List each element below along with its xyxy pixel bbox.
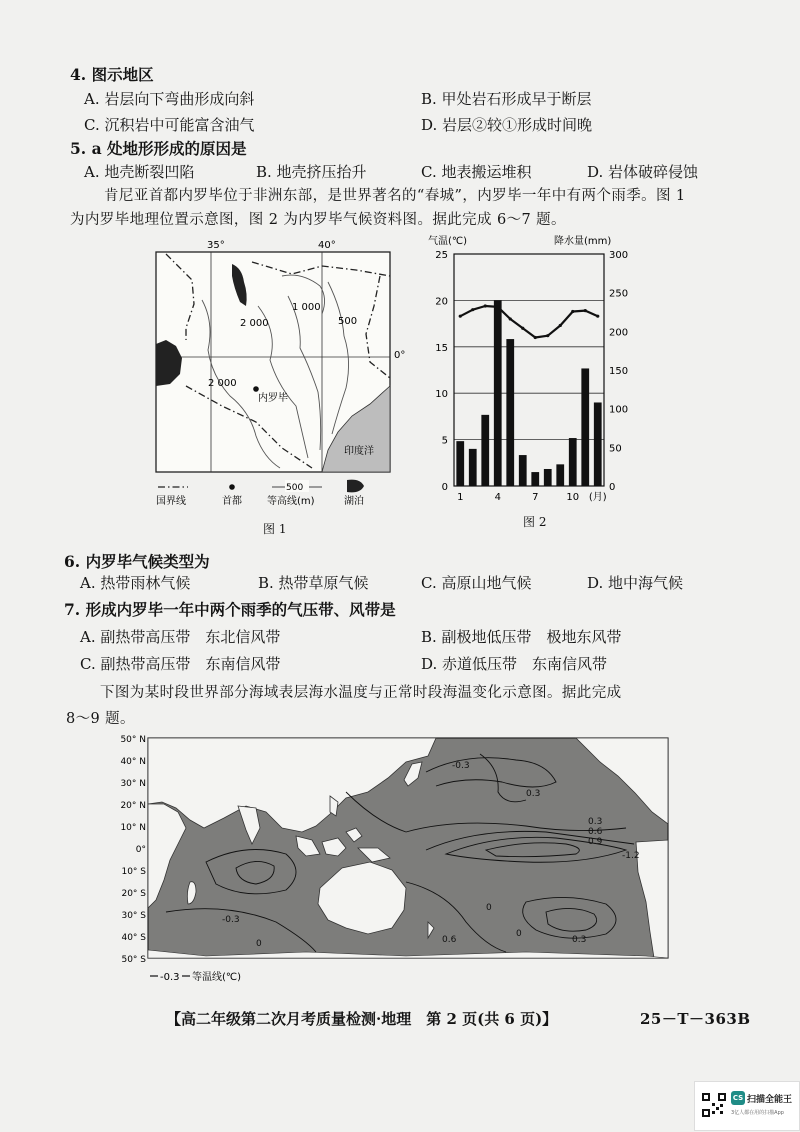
precip-bar	[556, 464, 564, 486]
q5-option-b: B. 地壳挤压抬升	[256, 163, 367, 181]
latitude-label: 20° S	[121, 889, 146, 899]
legend-capital-label: 首都	[222, 496, 242, 507]
contour-label: -0.3	[222, 915, 240, 925]
scanner-tagline: 3亿人都在用的扫描App	[731, 1110, 784, 1116]
legend-contour-label: 等高线(m)	[267, 496, 315, 507]
month-tick-label: 4	[494, 492, 501, 503]
temperature-point	[559, 324, 562, 327]
latitude-label: 0°	[135, 845, 146, 855]
latitude-label: 40° S	[121, 933, 146, 943]
intro-paragraph-line1: 肯尼亚首都内罗毕位于非洲东部，是世界著名的“春城”，内罗毕一年中有两个雨季。图 1	[104, 188, 686, 204]
intro2-paragraph-line1: 下图为某时段世界部分海域表层海水温度与正常时段海温变化示意图。据此完成	[100, 685, 622, 701]
precip-bar	[494, 300, 502, 486]
temperature-point	[484, 304, 487, 307]
question-5-stem: 5. a 处地形形成的原因是	[70, 139, 247, 158]
figure-1-map	[152, 236, 406, 522]
contour-label: 0.6	[442, 935, 457, 945]
q7-option-d: D. 赤道低压带 东南信风带	[421, 655, 608, 673]
contour-label: 0	[516, 929, 522, 939]
contour-label: 0	[256, 939, 262, 949]
precip-tick-label: 250	[609, 288, 629, 300]
latitude-label: 40° N	[120, 757, 146, 767]
legend-lake-label: 湖泊	[344, 496, 364, 507]
scanner-app-name: 扫描全能王	[747, 1095, 793, 1105]
q5-option-a: A. 地壳断裂凹陷	[84, 163, 195, 181]
camscanner-logo-icon: CS	[731, 1091, 745, 1105]
intro2-paragraph-line2: 8～9 题。	[66, 711, 135, 727]
precip-bar	[594, 402, 602, 486]
q4-option-c: C. 沉积岩中可能富含油气	[84, 116, 255, 134]
latitude-label: 10° S	[121, 867, 146, 877]
legend-contour-sample: 500	[286, 483, 304, 493]
precip-bar	[469, 449, 477, 486]
latitude-label: 10° N	[120, 823, 146, 833]
contour-label: 500	[338, 316, 358, 327]
precip-bar	[506, 339, 514, 486]
temperature-line	[460, 306, 598, 338]
legend-contour-value: -0.3	[160, 972, 180, 983]
precip-tick-label: 100	[609, 404, 629, 416]
precip-tick-label: 150	[609, 366, 629, 377]
precip-tick-label: 300	[609, 250, 629, 261]
question-6-stem: 6. 内罗毕气候类型为	[64, 552, 210, 571]
scanner-watermark	[694, 1081, 800, 1131]
contour-label: -1.2	[622, 851, 640, 861]
capital-label: 内罗毕	[258, 393, 288, 404]
question-4-stem: 4. 图示地区	[70, 65, 154, 84]
temp-tick-label: 0	[441, 482, 448, 493]
contour-label: 0	[486, 903, 492, 913]
precip-bar	[481, 415, 489, 486]
temperature-point	[509, 317, 512, 320]
temperature-point	[496, 305, 499, 308]
contour-label: 2 000	[208, 378, 237, 389]
precip-bar	[581, 368, 589, 486]
ocean-label: 印度洋	[344, 446, 374, 457]
intro-paragraph-line2: 为内罗毕地理位置示意图，图 2 为内罗毕气候资料图。据此完成 6～7 题。	[70, 212, 566, 228]
month-tick-label: 7	[532, 492, 539, 503]
temperature-point	[546, 334, 549, 337]
q7-option-b: B. 副极地低压带 极地东风带	[421, 628, 622, 646]
figure-1-caption: 图 1	[263, 522, 287, 536]
contour-label: 0.3	[572, 935, 587, 945]
temperature-point	[471, 308, 474, 311]
temp-tick-label: 5	[441, 435, 448, 447]
latitude-label: 50° N	[120, 735, 146, 745]
legend-border-label: 国界线	[156, 496, 186, 507]
precip-bar	[544, 469, 552, 486]
precip-bar	[456, 441, 464, 486]
figure-2-climate-chart	[424, 232, 640, 516]
q6-option-c: C. 高原山地气候	[421, 574, 532, 592]
q4-option-b: B. 甲处岩石形成早于断层	[421, 90, 592, 108]
temp-tick-label: 15	[435, 342, 448, 354]
month-tick-label: 1	[457, 492, 464, 503]
left-axis-title: 气温(℃)	[428, 236, 468, 247]
precip-bar	[569, 438, 577, 486]
latitude-label: 20° N	[120, 801, 146, 811]
temperature-point	[571, 310, 574, 313]
precip-bar	[519, 455, 527, 486]
precip-bar	[531, 472, 539, 486]
q6-option-d: D. 地中海气候	[587, 574, 684, 592]
precip-tick-label: 50	[609, 443, 622, 455]
latitude-label: 30° S	[121, 911, 146, 921]
temperature-point	[459, 315, 462, 318]
page-footer: 【高二年级第二次月考质量检测·地理 第 2 页(共 6 页)】	[166, 1010, 558, 1028]
temperature-point	[521, 327, 524, 330]
contour-label: 0.6	[588, 827, 603, 837]
temp-tick-label: 25	[435, 250, 448, 261]
capital-marker	[253, 386, 259, 392]
contour-label: 2 000	[240, 318, 269, 329]
latitude-label: 50° S	[121, 955, 146, 965]
temperature-point	[596, 315, 599, 318]
question-7-stem: 7. 形成内罗毕一年中两个雨季的气压带、风带是	[64, 600, 396, 619]
qr-code-icon	[701, 1092, 727, 1118]
q4-option-a: A. 岩层向下弯曲形成向斜	[84, 90, 255, 108]
contour-label: 0.3	[526, 789, 541, 799]
right-axis-title: 降水量(mm)	[554, 236, 612, 247]
q7-option-c: C. 副热带高压带 东南信风带	[80, 655, 281, 673]
q5-option-c: C. 地表搬运堆积	[421, 163, 532, 181]
q6-option-b: B. 热带草原气候	[258, 574, 369, 592]
temperature-point	[584, 309, 587, 312]
lon-label-40: 40°	[318, 240, 336, 251]
legend-contour-label: 等温线(℃)	[192, 972, 242, 983]
q5-option-d: D. 岩体破碎侵蚀	[587, 163, 699, 181]
lon-label-35: 35°	[207, 240, 225, 251]
contour-label: -0.3	[452, 761, 470, 771]
contour-label: 0.3	[588, 817, 603, 827]
temp-tick-label: 20	[435, 296, 448, 308]
lat-label-equator: 0°	[394, 350, 406, 361]
figure-2-caption: 图 2	[523, 515, 547, 529]
q4-option-d: D. 岩层②较①形成时间晚	[421, 116, 593, 134]
precip-tick-label: 200	[609, 327, 629, 339]
temp-tick-label: 10	[435, 389, 448, 401]
contour-label: 1 000	[292, 302, 321, 313]
temperature-point	[534, 336, 537, 339]
latitude-label: 30° N	[120, 779, 146, 789]
figure-3-sst-map	[106, 732, 672, 994]
q7-option-a: A. 副热带高压带 东北信风带	[80, 628, 281, 646]
q6-option-a: A. 热带雨林气候	[80, 574, 191, 592]
precip-tick-label: 0	[609, 482, 616, 493]
month-tick-label: 10	[566, 492, 580, 503]
exam-code: 25－T－363B	[640, 1010, 751, 1028]
contour-label: 0.9	[588, 837, 603, 847]
month-tick-label: (月)	[588, 492, 607, 503]
